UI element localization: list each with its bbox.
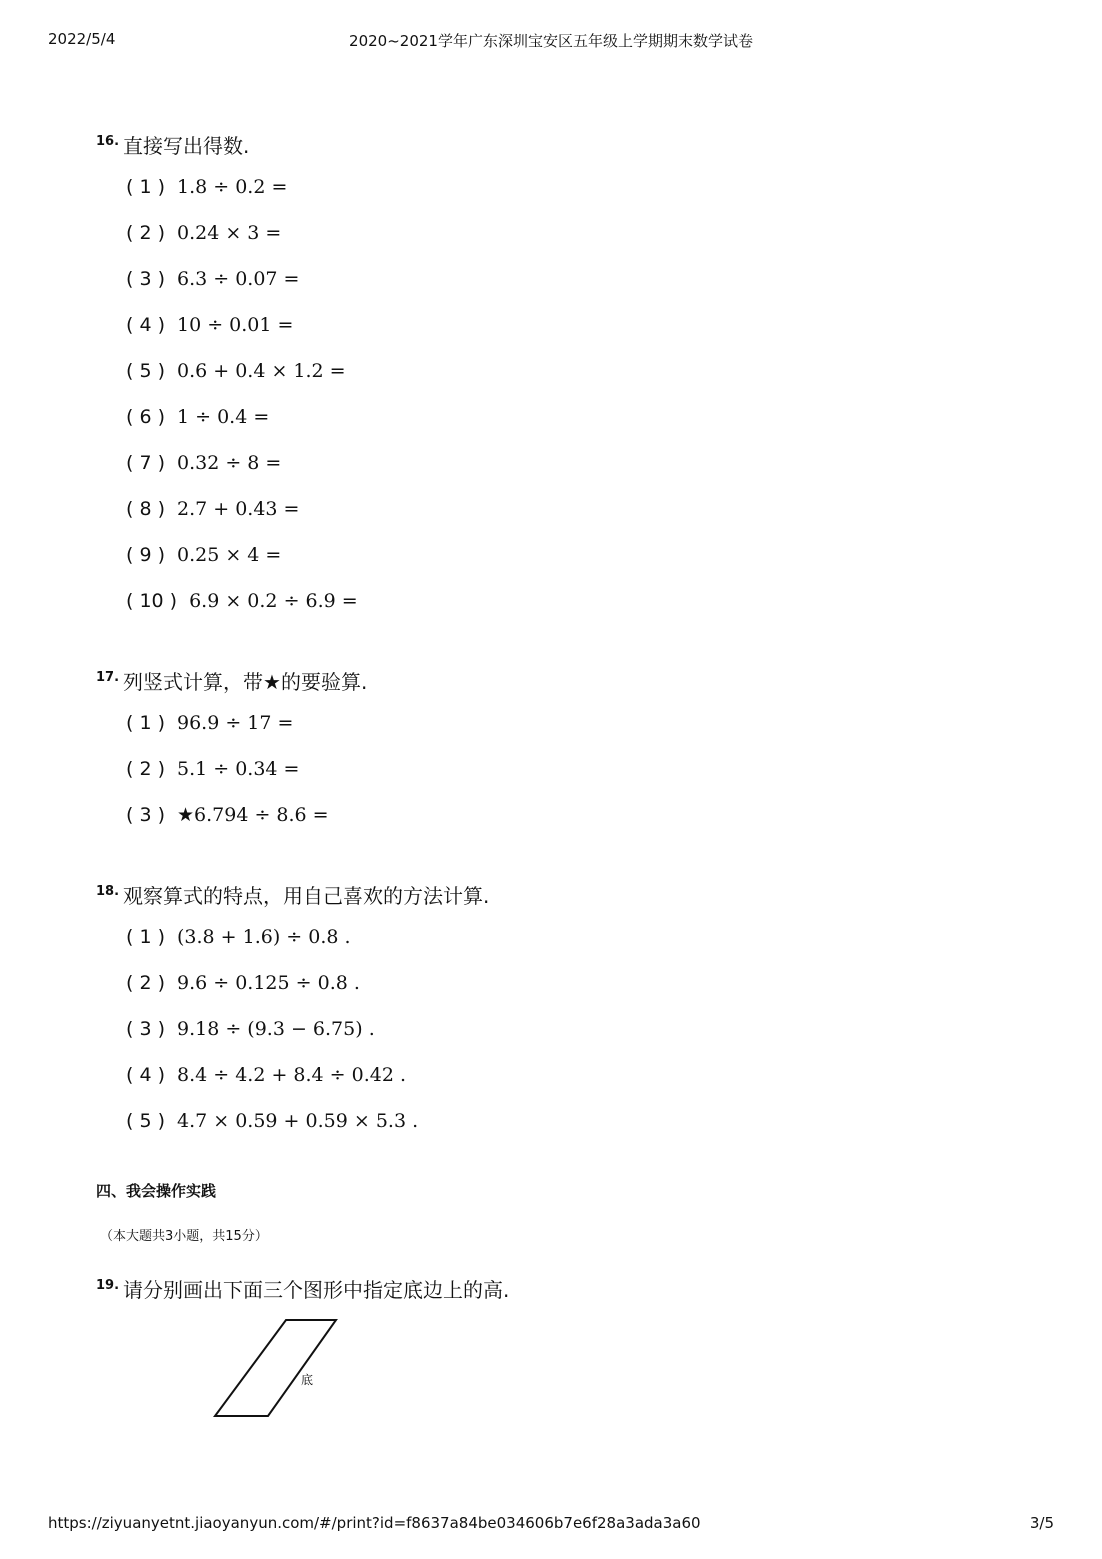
item-expression: 6.3 ÷ 0.07 = (177, 268, 300, 290)
section-note: （本大题共3小题，共15分） (100, 1229, 268, 1244)
item-label: ( 1 ) (126, 712, 165, 734)
item-expression: 0.6 + 0.4 × 1.2 = (177, 360, 346, 382)
header-title: 2020~2021学年广东深圳宝安区五年级上学期期末数学试卷 (349, 32, 753, 50)
item-label: ( 4 ) (126, 1064, 165, 1086)
item-label: ( 10 ) (126, 590, 178, 612)
item-expression: 10 ÷ 0.01 = (177, 314, 294, 336)
item-expression: 6.9 × 0.2 ÷ 6.9 = (189, 590, 358, 612)
item-label: ( 2 ) (126, 222, 165, 244)
header-date: 2022/5/4 (48, 30, 116, 48)
question-18-heading (96, 880, 489, 909)
q16-item-5 (126, 360, 346, 382)
question-16-heading (96, 130, 249, 159)
item-expression: 0.25 × 4 = (177, 544, 282, 566)
item-label: ( 3 ) (126, 1018, 165, 1040)
question-title: 请分别画出下面三个图形中指定底边上的高. (123, 1278, 510, 1302)
q18-item-2 (126, 972, 360, 994)
item-label: ( 4 ) (126, 314, 165, 336)
item-expression: 5.1 ÷ 0.34 = (177, 758, 300, 780)
item-label: ( 2 ) (126, 758, 165, 780)
item-label: ( 1 ) (126, 926, 165, 948)
parallelogram-shape (215, 1320, 336, 1416)
item-expression: ★6.794 ÷ 8.6 = (177, 804, 329, 826)
item-label: ( 7 ) (126, 452, 165, 474)
q16-item-6 (126, 406, 269, 428)
q18-item-4 (126, 1064, 406, 1086)
item-label: ( 6 ) (126, 406, 165, 428)
item-expression: 1 ÷ 0.4 = (177, 406, 270, 428)
item-label: ( 3 ) (126, 268, 165, 290)
q16-item-1 (126, 176, 287, 198)
item-expression: 9.18 ÷ (9.3 − 6.75) . (177, 1018, 375, 1040)
item-expression: (3.8 + 1.6) ÷ 0.8 . (177, 926, 351, 948)
q16-item-8 (126, 498, 299, 520)
question-number: 19. (96, 1278, 120, 1293)
item-label: ( 5 ) (126, 360, 165, 382)
item-label: ( 8 ) (126, 498, 165, 520)
footer-url: https://ziyuanyetnt.jiaoyanyun.com/#/print?id=f8637a84be034606b7e6f28a3ada3a60 (48, 1514, 701, 1532)
question-17-heading (96, 666, 367, 695)
q16-item-2 (126, 222, 281, 244)
q18-item-3 (126, 1018, 375, 1040)
q16-item-3 (126, 268, 299, 290)
item-expression: 96.9 ÷ 17 = (177, 712, 294, 734)
item-label: ( 1 ) (126, 176, 165, 198)
question-number: 16. (96, 134, 120, 149)
q17-item-2 (126, 758, 299, 780)
item-expression: 0.24 × 3 = (177, 222, 282, 244)
question-19-heading (96, 1274, 509, 1303)
item-expression: 2.7 + 0.43 = (177, 498, 300, 520)
item-label: ( 3 ) (126, 804, 165, 826)
question-title: 观察算式的特点，用自己喜欢的方法计算. (123, 884, 490, 908)
q16-item-4 (126, 314, 293, 336)
item-expression: 4.7 × 0.59 + 0.59 × 5.3 . (177, 1110, 419, 1132)
base-label: 底 (301, 1373, 314, 1387)
q17-item-3 (126, 804, 329, 826)
item-label: ( 2 ) (126, 972, 165, 994)
question-title: 列竖式计算，带★的要验算. (123, 670, 368, 694)
footer-page-number: 3/5 (1029, 1514, 1054, 1532)
question-number: 18. (96, 884, 120, 899)
q17-item-1 (126, 712, 293, 734)
q16-item-10 (126, 590, 358, 612)
q18-item-5 (126, 1110, 418, 1132)
item-expression: 9.6 ÷ 0.125 ÷ 0.8 . (177, 972, 360, 994)
q16-item-9 (126, 544, 281, 566)
section-title: 四、我会操作实践 (96, 1182, 217, 1200)
item-label: ( 5 ) (126, 1110, 165, 1132)
question-number: 17. (96, 670, 120, 685)
item-expression: 0.32 ÷ 8 = (177, 452, 282, 474)
item-label: ( 9 ) (126, 544, 165, 566)
q16-item-7 (126, 452, 281, 474)
question-title: 直接写出得数. (123, 134, 250, 158)
item-expression: 8.4 ÷ 4.2 + 8.4 ÷ 0.42 . (177, 1064, 407, 1086)
item-expression: 1.8 ÷ 0.2 = (177, 176, 288, 198)
q18-item-1 (126, 926, 351, 948)
parallelogram-figure (200, 1310, 360, 1430)
